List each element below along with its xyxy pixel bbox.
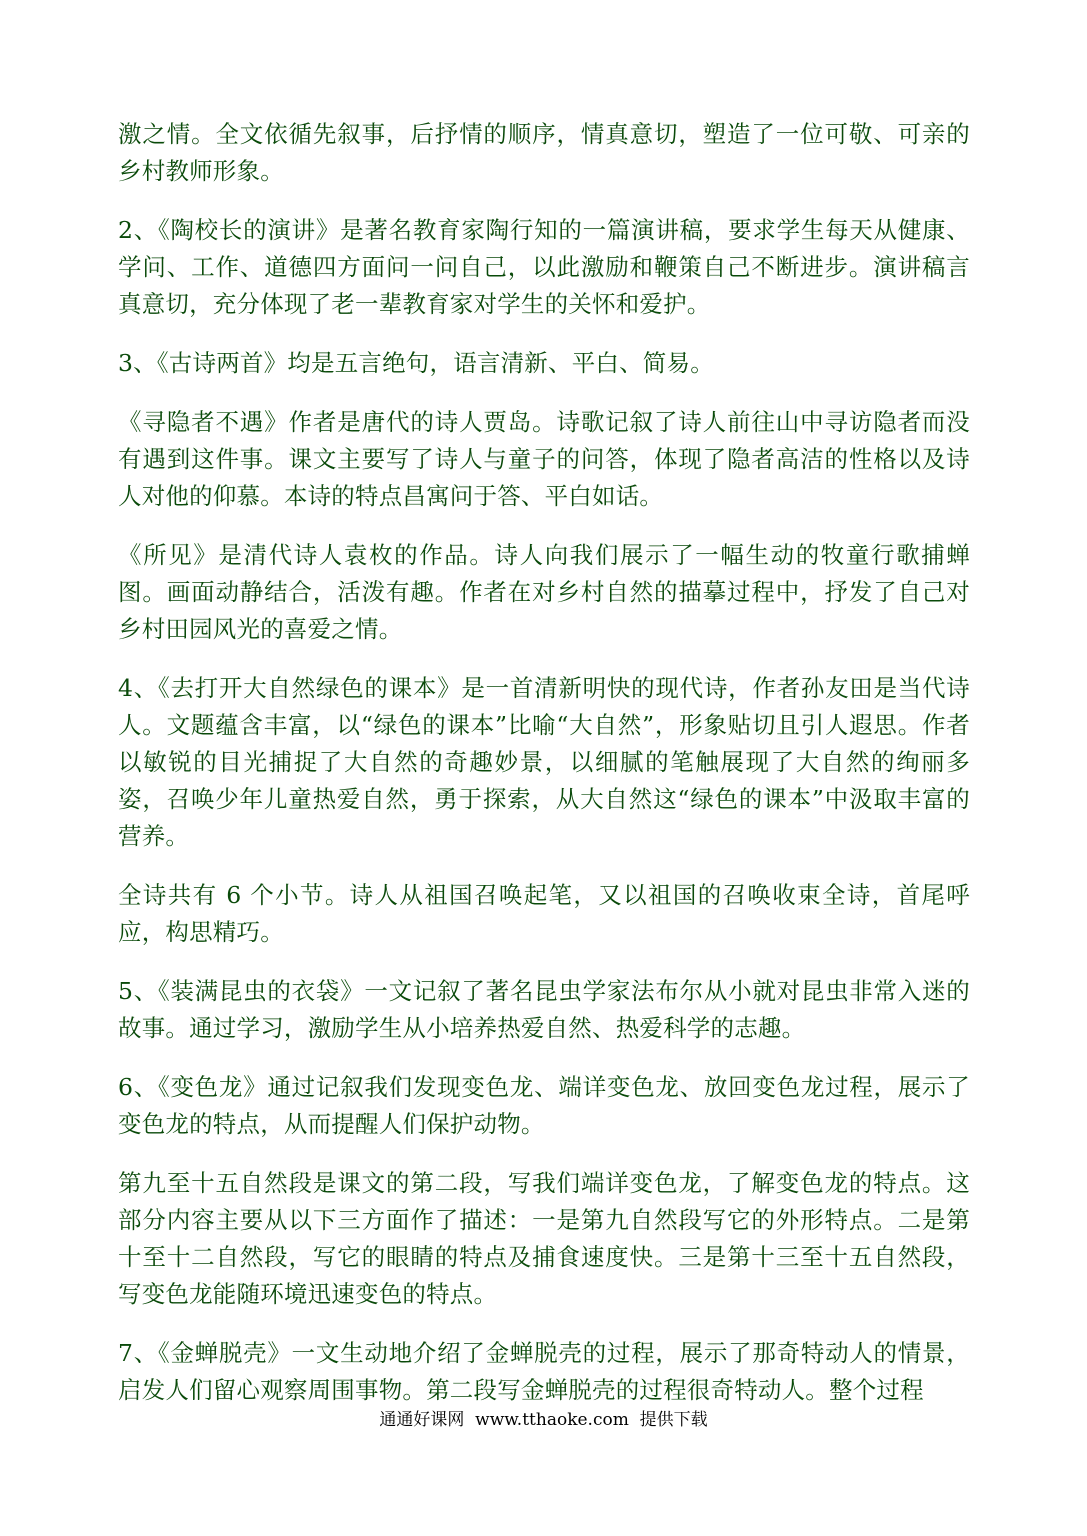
- document-body: [118, 116, 970, 1409]
- paragraph-9: 6、《变色龙》通过记叙我们发现变色龙、端详变色龙、放回变色龙过程，展示了变色龙的特点，从而提醒人们保护动物。: [118, 1073, 970, 1138]
- paragraph-4: 《寻隐者不遇》作者是唐代的诗人贾岛。诗歌记叙了诗人前往山中寻访隐者而没有遇到这件事。课文主要写了诗人与童子的问答，体现了隐者高洁的性格以及诗人对他的仰慕。本诗的特点昌寓问于答、平白如话。: [118, 408, 970, 510]
- paragraph-6: 4、《去打开大自然绿色的课本》是一首清新明快的现代诗，作者孙友田是当代诗人。文题蕴含丰富，以“绿色的课本”比喻“大自然”，形象贴切且引人遐思。作者以敏锐的目光捕捉了大自然的奇趣妙景，以细腻的笔触展现了大自然的绚丽多姿，召唤少年儿童热爱自然，勇于探索，从大自然这“绿色的课本”中汲取丰富的营养。: [118, 674, 970, 850]
- paragraph-7: 全诗共有 6 个小节。诗人从祖国召唤起笔，又以祖国的召唤收束全诗，首尾呼应，构思精巧。: [118, 881, 970, 946]
- paragraph-2: 2、《陶校长的演讲》是著名教育家陶行知的一篇演讲稿，要求学生每天从健康、学问、工作、道德四方面问一问自己，以此激励和鞭策自己不断进步。演讲稿言真意切，充分体现了老一辈教育家对学生的关怀和爱护。: [118, 216, 970, 318]
- page-footer: 通通好课网 www.tthaoke.com 提供下载: [379, 1410, 708, 1430]
- paragraph-3: 3、《古诗两首》均是五言绝句，语言清新、平白、简易。: [118, 349, 714, 377]
- paragraph-10: 第九至十五自然段是课文的第二段，写我们端详变色龙，了解变色龙的特点。这部分内容主要从以下三方面作了描述：一是第九自然段写它的外形特点。二是第十至十二自然段，写它的眼睛的特点及捕食速度快。三是第十三至十五自然段，写变色龙能随环境迅速变色的特点。: [118, 1169, 970, 1308]
- paragraph-1: 激之情。全文依循先叙事，后抒情的顺序，情真意切，塑造了一位可敬、可亲的乡村教师形象。: [118, 120, 970, 185]
- paragraph-11: 7、《金蝉脱壳》一文生动地介绍了金蝉脱壳的过程，展示了那奇特动人的情景，启发人们留心观察周围事物。第二段写金蝉脱壳的过程很奇特动人。整个过程: [118, 1339, 970, 1404]
- paragraph-8: 5、《装满昆虫的衣袋》一文记叙了著名昆虫学家法布尔从小就对昆虫非常入迷的故事。通过学习，激励学生从小培养热爱自然、热爱科学的志趣。: [118, 977, 970, 1042]
- paragraph-5: 《所见》是清代诗人袁枚的作品。诗人向我们展示了一幅生动的牧童行歌捕蝉图。画面动静结合，活泼有趣。作者在对乡村自然的描摹过程中，抒发了自己对乡村田园风光的喜爱之情。: [118, 541, 970, 643]
